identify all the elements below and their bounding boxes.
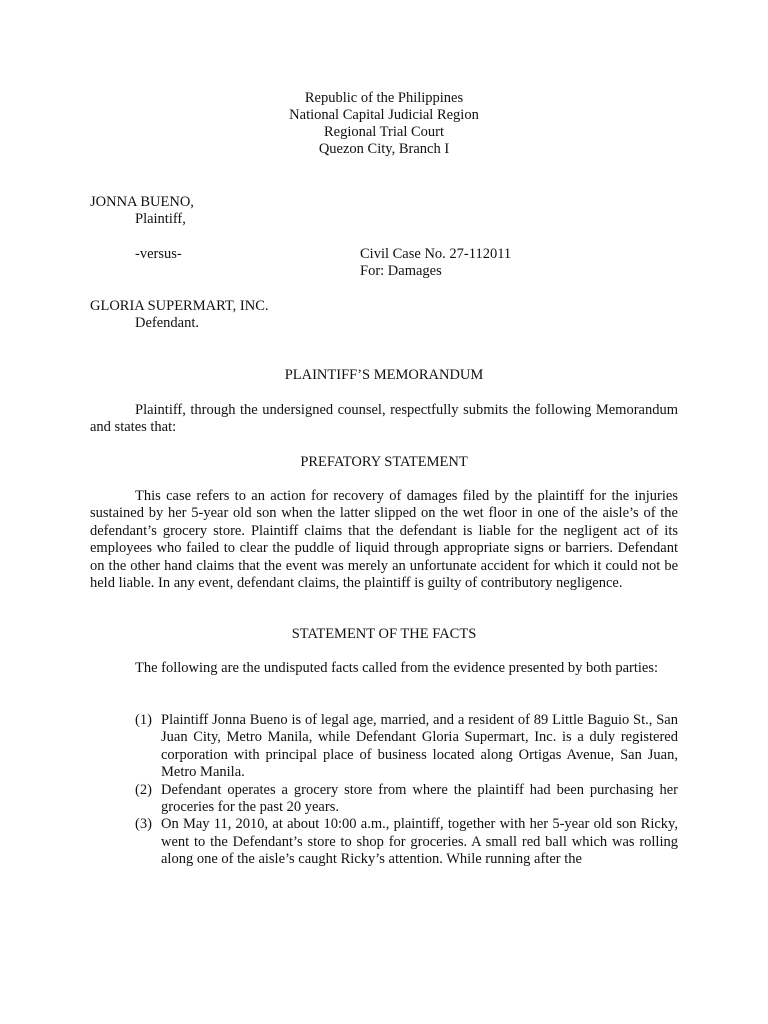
list-item-text: Plaintiff Jonna Bueno is of legal age, married, and a resident of 89 Little Baguio St., San Juan City, Metro Manila, while Defendant Gloria Supermart, Inc. is a duly registered corporation with principal place of business located along Ortigas Avenue, San Juan, Metro Manila. [161,712,678,781]
plaintiff-name: JONNA BUENO, [90,194,194,210]
case-number: Civil Case No. 27-112011 [360,246,512,262]
court-branch: Quezon City, Branch I [318,141,450,157]
facts-heading: STATEMENT OF THE FACTS [291,626,477,642]
court-country: Republic of the Philippines [304,90,464,106]
list-item [135,712,678,782]
facts-list [135,712,678,869]
document-title: PLAINTIFF’S MEMORANDUM [284,367,484,383]
defendant-name: GLORIA SUPERMART, INC. [90,298,269,314]
defendant-role: Defendant. [135,315,200,331]
list-item [135,816,678,868]
list-item-number: (2) [135,781,152,798]
versus-label: -versus- [135,246,182,262]
facts-intro-paragraph: The following are the undisputed facts called from the evidence presented by both parties: [135,660,659,676]
court-name: Regional Trial Court [323,124,445,140]
plaintiff-role: Plaintiff, [135,211,186,227]
list-item [135,782,678,817]
intro-paragraph: Plaintiff, through the undersigned counsel, respectfully submits the following Memorandum and states that: [90,402,678,436]
court-region: National Capital Judicial Region [289,107,479,123]
list-item-number: (3) [135,816,152,833]
case-for: For: Damages [360,263,442,279]
prefatory-heading: PREFATORY STATEMENT [300,454,468,470]
list-item-number: (1) [135,712,152,728]
prefatory-paragraph: This case refers to an action for recovery of damages filed by the plaintiff for the injuries sustained by her 5-year old son when the latter slipped on the wet floor in one of the aisle’s of the defendant’s grocery store. Plaintiff claims that the defendant is liable for the negligent act of its employees who failed to clear the puddle of liquid through appropriate signs or barriers. Defendant on the other hand claims that the event was merely an unfortunate accident for which it could not be held liable. In any event, defendant claims, the plaintiff is guilty of contributory negligence. [90,488,678,592]
list-item-text: Defendant operates a grocery store from where the plaintiff had been purchasing her groceries for the past 20 years. [161,781,678,816]
list-item-text: On May 11, 2010, at about 10:00 a.m., plaintiff, together with her 5-year old son Ricky, went to the Defendant’s store to shop for groceries. A small red ball which was rolling along one of the aisle’s caught Ricky’s attention. While running after the [161,816,678,868]
